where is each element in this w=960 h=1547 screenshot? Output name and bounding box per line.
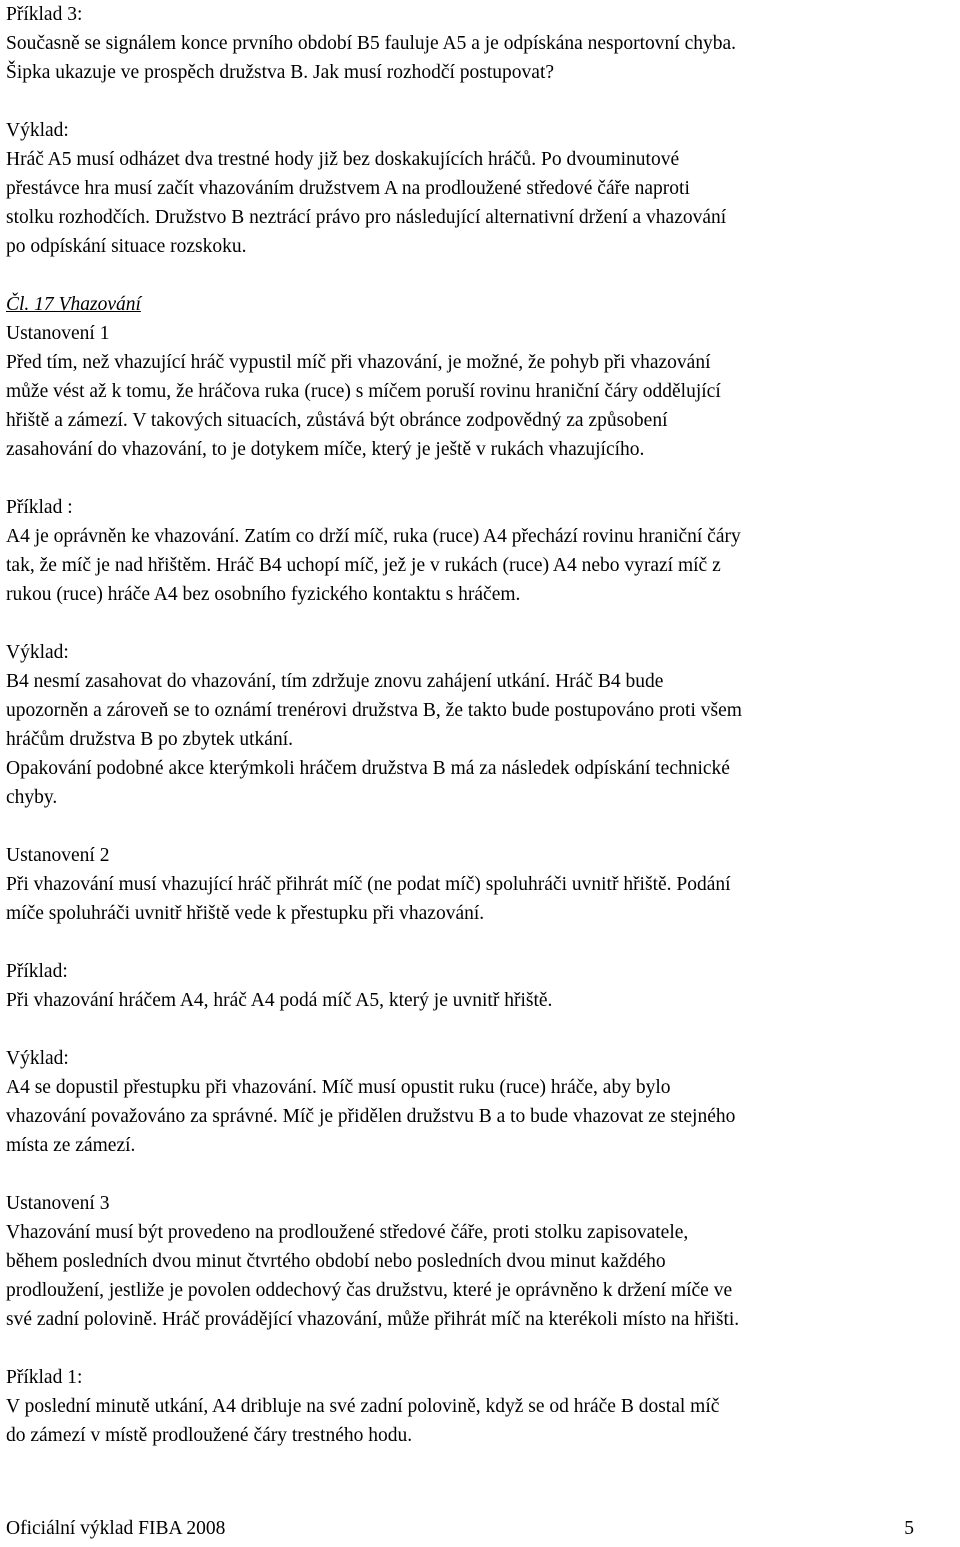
example-section	[6, 493, 956, 609]
explanation-section	[6, 116, 956, 261]
text-line: během posledních dvou minut čtvrtého období nebo posledních dvou minut každého	[6, 1251, 666, 1272]
article-17-section	[6, 290, 956, 464]
text-line: prodloužení, jestliže je povolen oddechový čas družstvu, které je oprávněno k držení míče ve	[6, 1280, 733, 1301]
text-line: míče spoluhráči uvnitř hřiště vede k přestupku při vhazování.	[6, 903, 485, 924]
page-footer	[6, 1514, 914, 1543]
text-line: Současně se signálem konce prvního období B5 fauluje A5 a je odpískána nesportovní chyba.	[6, 33, 737, 54]
section-heading: Příklad 1:	[6, 1367, 83, 1388]
text-line: Vhazování musí být provedeno na prodloužené středové čáře, proti stolku zapisovatele,	[6, 1222, 689, 1243]
article-prefix: Čl. 17	[6, 294, 59, 315]
text-line: vhazování považováno za správné. Míč je přidělen družstvu B a to bude vhazovat ze stejného	[6, 1106, 736, 1127]
text-line: upozorněn a zároveň se to oznámí trenérovi družstva B, že takto bude postupováno proti všem	[6, 700, 742, 721]
text-line: Při vhazování hráčem A4, hráč A4 podá míč A5, který je uvnitř hřiště.	[6, 990, 553, 1011]
explanation-section	[6, 1044, 956, 1160]
text-line: A4 je oprávněn ke vhazování. Zatím co drží míč, ruka (ruce) A4 přechází rovinu hraniční čáry	[6, 526, 741, 547]
text-line: místa ze zámezí.	[6, 1135, 136, 1156]
text-line: rukou (ruce) hráče A4 bez osobního fyzického kontaktu s hráčem.	[6, 584, 521, 605]
section-heading: Příklad :	[6, 497, 73, 518]
explanation-section	[6, 638, 956, 812]
provision-3-section	[6, 1189, 956, 1334]
provision-heading: Ustanovení 2	[6, 845, 110, 866]
text-line: hřiště a zámezí. V takových situacích, zůstává být obránce zodpovědný za způsobení	[6, 410, 668, 431]
section-heading: Příklad 3:	[6, 4, 83, 25]
example-1-section	[6, 1363, 956, 1450]
text-line: A4 se dopustil přestupku při vhazování. Míč musí opustit ruku (ruce) hráče, aby bylo	[6, 1077, 671, 1098]
text-line: stolku rozhodčích. Družstvo B neztrácí právo pro následující alternativní držení a vhazování	[6, 207, 727, 228]
text-line: do zámezí v místě prodloužené čáry trestného hodu.	[6, 1425, 413, 1446]
text-line: tak, že míč je nad hřištěm. Hráč B4 uchopí míč, jež je v rukách (ruce) A4 nebo vyrazí míč z	[6, 555, 721, 576]
provision-heading: Ustanovení 1	[6, 323, 110, 344]
text-line: přestávce hra musí začít vhazováním družstvem A na prodloužené středové čáře naproti	[6, 178, 690, 199]
text-line: po odpískání situace rozskoku.	[6, 236, 247, 257]
text-line: Šipka ukazuje ve prospěch družstva B. Jak musí rozhodčí postupovat?	[6, 62, 555, 83]
text-line: Před tím, než vhazující hráč vypustil míč při vhazování, je možné, že pohyb při vhazování	[6, 352, 711, 373]
footer-title: Oficiální výklad FIBA 2008	[6, 1518, 226, 1539]
text-line: může vést až k tomu, že hráčova ruka (ruce) s míčem poruší rovinu hraniční čáry oddělující	[6, 381, 721, 402]
provision-heading: Ustanovení 3	[6, 1193, 110, 1214]
section-heading: Výklad:	[6, 1048, 69, 1069]
text-line: hráčům družstva B po zbytek utkání.	[6, 729, 294, 750]
page-number: 5	[904, 1518, 914, 1539]
text-line: Opakování podobné akce kterýmkoli hráčem družstva B má za následek odpískání technické	[6, 758, 730, 779]
document-page	[6, 0, 956, 1450]
section-heading: Výklad:	[6, 642, 69, 663]
section-heading: Výklad:	[6, 120, 69, 141]
example-3-section	[6, 0, 956, 87]
example-section	[6, 957, 956, 1015]
provision-2-section	[6, 841, 956, 928]
text-line: Při vhazování musí vhazující hráč přihrát míč (ne podat míč) spoluhráči uvnitř hřiště. Podání	[6, 874, 731, 895]
article-title: Vhazování	[58, 294, 141, 315]
text-line: V poslední minutě utkání, A4 dribluje na své zadní polovině, když se od hráče B dostal míč	[6, 1396, 720, 1417]
text-line: Hráč A5 musí odházet dva trestné hody již bez doskakujících hráčů. Po dvouminutové	[6, 149, 680, 170]
section-heading: Příklad:	[6, 961, 68, 982]
text-line: chyby.	[6, 787, 58, 808]
article-heading	[6, 290, 956, 319]
text-line: zasahování do vhazování, to je dotykem míče, který je ještě v rukách vhazujícího.	[6, 439, 645, 460]
text-line: B4 nesmí zasahovat do vhazování, tím zdržuje znovu zahájení utkání. Hráč B4 bude	[6, 671, 664, 692]
text-line: své zadní polovině. Hráč provádějící vhazování, může přihrát míč na kterékoli místo na hřišti.	[6, 1309, 740, 1330]
